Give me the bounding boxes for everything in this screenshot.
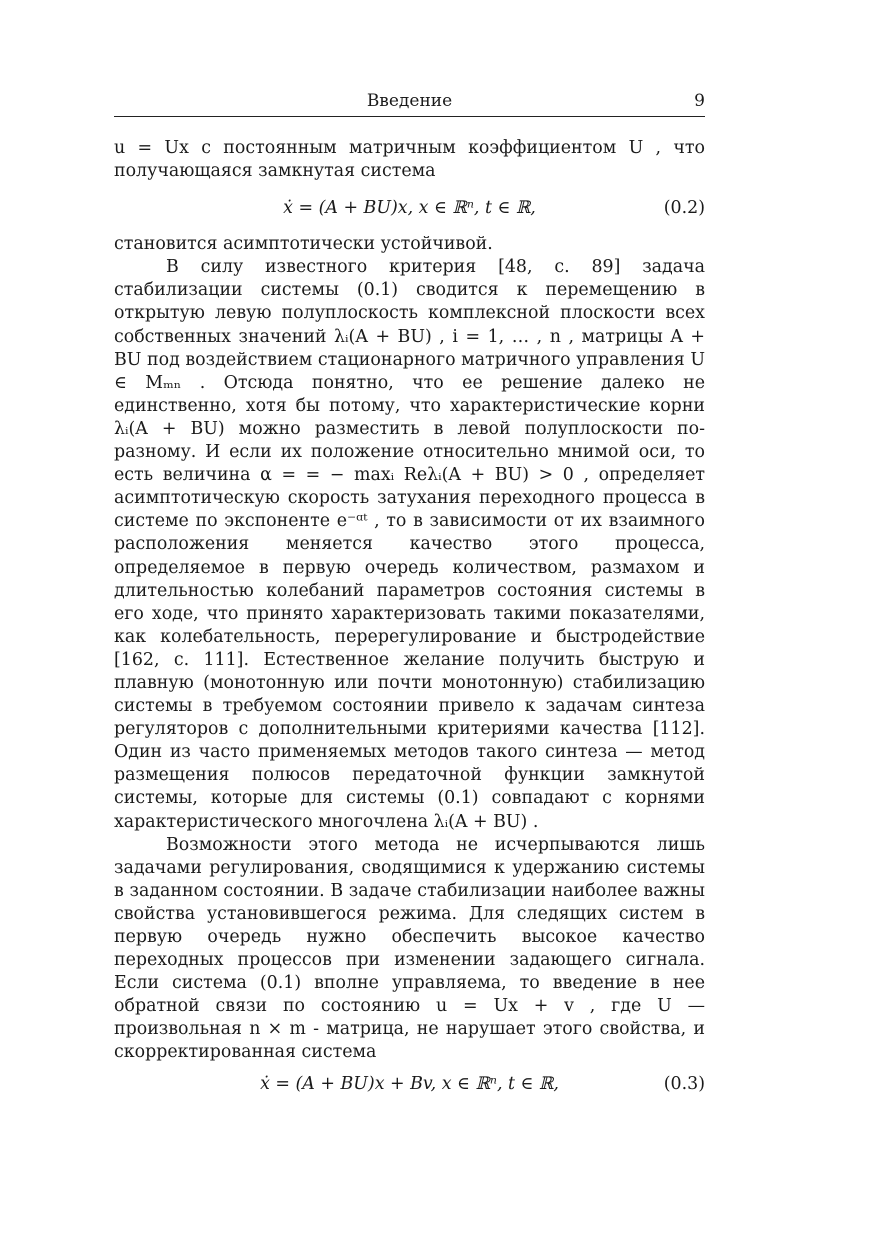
chapter-title: Введение (366, 91, 453, 111)
body-text (114, 137, 705, 1101)
running-header (114, 88, 705, 117)
equation-formula: ẋ = (A + BU)x + Bv, x ∈ ℝⁿ, t ∈ ℝ, (260, 1073, 559, 1094)
page-number: 9 (694, 91, 705, 111)
equation-0-3 (114, 1067, 705, 1101)
equation-number: (0.3) (663, 1073, 705, 1094)
paragraph-method-capabilities: Возможности этого метода не исчерпываются лишь задачами регулирования, сводящимися к удержанию системы в заданном состоянии. В задаче стабилизации наиболее важны свойства установившегося режима. Для следящих систем в первую очередь нужно обеспечить высокое качество переходных процессов при изменении задающего сигнала. Если система (0.1) вполне управляема, то введение в нее обратной связи по состоянию u = Ux + v , где U — произвольная n × m - матрица, не нарушает этого свойства, и скорректированная система (114, 834, 705, 1063)
paragraph-conclusion: становится асимптотически устойчивой. (114, 234, 493, 255)
page (114, 88, 705, 1101)
equation-number: (0.2) (663, 198, 705, 219)
equation-0-2 (114, 191, 705, 225)
paragraph-stabilization-criterion: В силу известного критерия [48, с. 89] задача стабилизации системы (0.1) сводится к перемещению в открытую левую полуплоскость комплексной плоскости всех собственных значений λᵢ(A + BU) , i = 1, … , n , матрицы A + BU под воздействием стационарного матричного управления U ∈ Mₘₙ . Отсюда понятно, что ее решение далеко не единственно, хотя бы потому, что характеристические корни λᵢ(A + BU) можно разместить в левой полуплоскости по-разному. И если их положение относительно мнимой оси, то есть величина α = = − maxᵢ Reλᵢ(A + BU) > 0 , определяет асимптотическую скорость затухания переходного процесса в системе по экспоненте e⁻ᵅᵗ , то в зависимости от их взаимного расположения меняется качество этого процесса, определяемое в первую очередь количеством, размахом и длительностью колебаний параметров состояния системы в его ходе, что принято характеризовать такими показателями, как колебательность, перерегулирование и быстродействие [162, с. 111]. Естественное желание получить быструю и плавную (монотонную или почти монотонную) стабилизацию системы в требуемом состоянии привело к задачам синтеза регуляторов с дополнительными критериями качества [112]. Один из часто применяемых методов такого синтеза — метод размещения полюсов передаточной функции замкнутой системы, которые для системы (0.1) совпадают с корнями характеристического многочлена λᵢ(A + BU) . (114, 257, 705, 832)
paragraph-continuation: u = Ux с постоянным матричным коэффициентом U , что получающаяся замкнутая система (114, 138, 705, 182)
equation-formula: ẋ = (A + BU)x, x ∈ ℝⁿ, t ∈ ℝ, (283, 198, 536, 219)
